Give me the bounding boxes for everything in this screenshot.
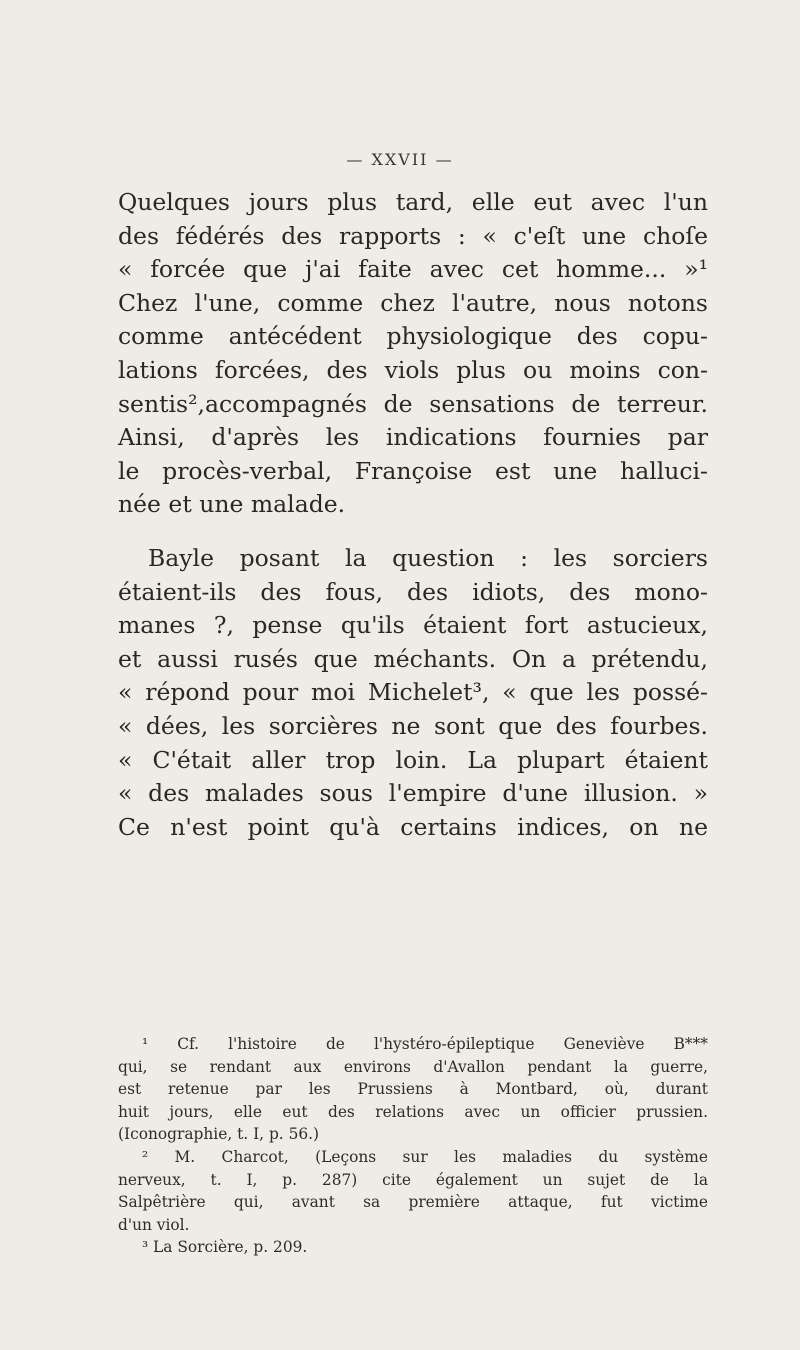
text-line: « forcée que j'ai faite avec cet homme... »¹ [118,255,708,284]
paragraph-spacer [118,522,708,542]
text-line: « des malades sous l'empire d'une illusion. » [118,779,708,808]
footnote-line: (Iconographie, t. I, p. 56.) [118,1125,320,1144]
text-line: Quelques jours plus tard, elle eut avec l'un [118,188,708,216]
footnote-3 [118,1236,708,1259]
text-line: le procès-verbal, Françoise est une halluci- [118,456,708,485]
text-line: lations forcées, des viols plus ou moins con- [118,355,708,384]
page-number: — XXVII — [346,150,454,169]
text-line: comme antécédent physiologique des copu- [118,322,708,351]
footnote-line: d'un viol. [118,1215,190,1234]
text-line: sentis²,accompagnés de sensations de terreur. [118,389,708,418]
text-line: Bayle posant la question : les sorciers [148,543,708,572]
footnote-1 [118,1033,708,1146]
footnote-line: huit jours, elle eut des relations avec un officier prussien. [118,1102,708,1121]
text-line: manes ?, pense qu'ils étaient fort astucieux, [118,611,708,640]
text-line: « C'était aller trop loin. La plupart étaient [118,745,708,774]
text-line: Ainsi, d'après les indications fournies par [118,423,708,452]
footnote-line: Salpêtrière qui, avant sa première attaque, fut victime [118,1193,708,1212]
footnote-line: ¹ Cf. l'histoire de l'hystéro-épileptique Geneviève B*** [142,1035,708,1053]
text-line: des fédérés des rapports : « c'eſt une choſe [118,221,708,250]
footnote-line: ² M. Charcot, (Leçons sur les maladies du système [142,1147,708,1166]
text-line: Chez l'une, comme chez l'autre, nous notons [118,288,708,317]
paragraph-2 [118,542,708,844]
footnote-line: est retenue par les Prussiens à Montbard, où, durant [118,1080,708,1099]
text-line: Ce n'est point qu'à certains indices, on ne [118,812,708,841]
footnotes [118,1033,708,1259]
text-line: « dées, les sorcières ne sont que des fourbes. [118,711,708,740]
text-line: étaient-ils des fous, des idiots, des mono- [118,577,708,606]
text-line: née et une malade. [118,490,346,519]
text-line: et aussi rusés que méchants. On a prétendu, [118,644,708,673]
footnote-line: nerveux, t. I, p. 287) cite également un sujet de la [118,1170,708,1189]
footnote-line: qui, se rendant aux environs d'Avallon pendant la guerre, [118,1057,708,1076]
paragraph-1 [118,186,708,522]
text-line: « répond pour moi Michelet³, « que les possé- [118,678,708,707]
main-text [118,186,708,844]
footnote-line: ³ La Sorcière, p. 209. [142,1238,308,1257]
footnote-2 [118,1146,708,1236]
